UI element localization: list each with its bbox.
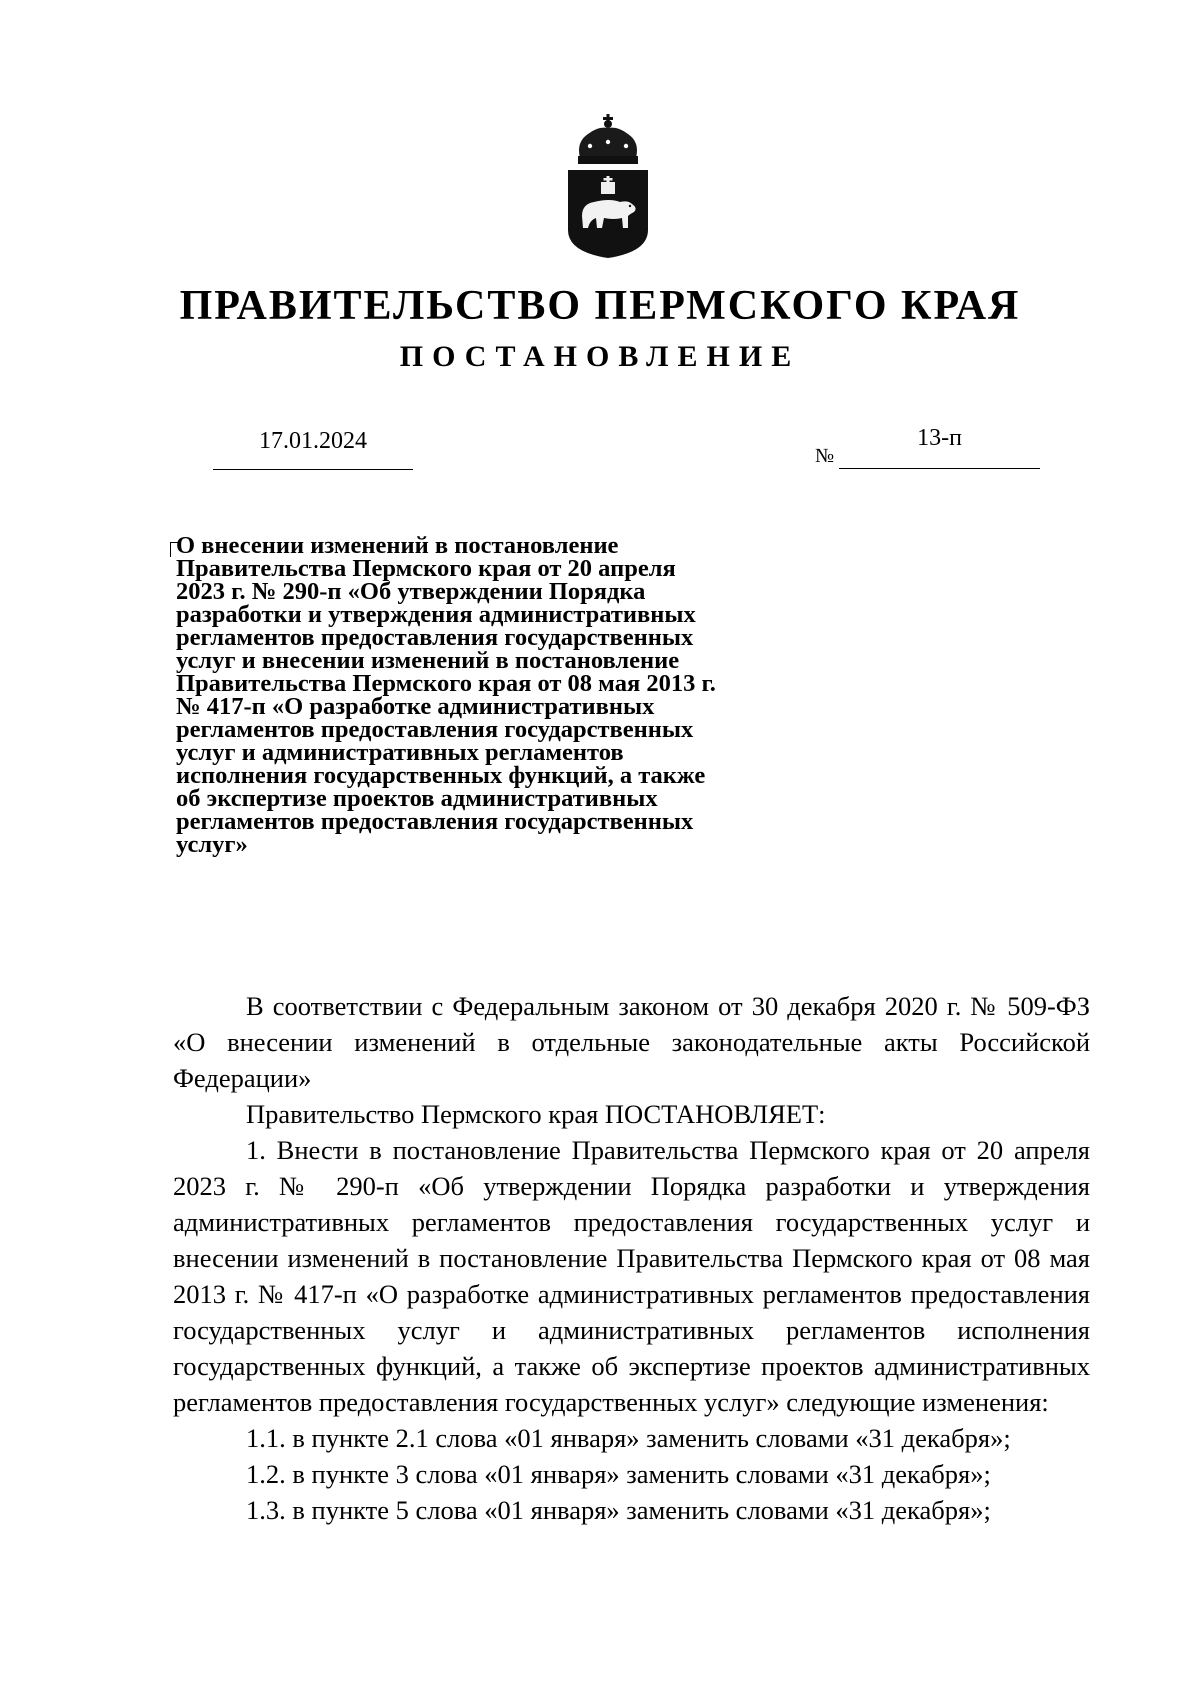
organization-title: ПРАВИТЕЛЬСТВО ПЕРМСКОГО КРАЯ: [179, 283, 1021, 329]
subject-line: услуг»: [176, 831, 248, 858]
resolves-paragraph: Правительство Пермского края ПОСТАНОВЛЯЕТ:: [246, 1099, 826, 1129]
document-body: [173, 988, 1090, 1528]
subject-line: исполнения государственных функций, а также: [176, 762, 706, 789]
number-underline: [839, 468, 1040, 469]
document-subject: [176, 534, 826, 856]
subject-line: Правительства Пермского края от 20 апреля: [176, 555, 676, 582]
number-sign: №: [815, 445, 835, 467]
subject-line: 2023 г. № 290-п «Об утверждении Порядка: [176, 578, 646, 605]
item-1-3-paragraph: 1.3. в пункте 5 слова «01 января» заменить словами «31 декабря»;: [246, 1495, 991, 1525]
document-date: 17.01.2024: [259, 428, 367, 454]
date-field: [213, 423, 413, 470]
perm-krai-coat-of-arms-icon: [560, 112, 656, 262]
document-type: ПОСТАНОВЛЕНИЕ: [399, 340, 801, 373]
subject-line: услуг и административных регламентов: [176, 739, 624, 766]
item-1-paragraph: 1. Внести в постановление Правительства Пермского края от 20 апреля 2023 г. № 290-п «Об утверждении Порядка разработки и утверждения административных регламентов предоставления государственных услуг и внесении изменений в постановление Правительства Пермского края от 08 мая 2013 г. № 417-п «О разработке административных регламентов предоставления государственных услуг и административных регламентов исполнения государственных функций, а также об экспертизе проектов административных регламентов предоставления государственных услуг» следующие изменения:: [173, 1135, 1090, 1417]
subject-line: регламентов предоставления государственных: [176, 716, 694, 743]
item-1-2-paragraph: 1.2. в пункте 3 слова «01 января» заменить словами «31 декабря»;: [246, 1459, 991, 1489]
subject-line: № 417-п «О разработке административных: [176, 693, 655, 720]
subject-line: услуг и внесении изменений в постановление: [176, 647, 680, 674]
subject-line: об экспертизе проектов административных: [176, 785, 658, 812]
item-1-1-paragraph: 1.1. в пункте 2.1 слова «01 января» заменить словами «31 декабря»;: [246, 1423, 1011, 1453]
subject-line: разработки и утверждения административных: [176, 601, 696, 628]
subject-line: регламентов предоставления государственных: [176, 808, 694, 835]
subject-line: Правительства Пермского края от 08 мая 2013 г.: [176, 670, 716, 697]
document-number: 13-п: [917, 425, 962, 451]
number-field: [815, 423, 1040, 469]
preamble-paragraph: В соответствии с Федеральным законом от 30 декабря 2020 г. № 509-ФЗ «О внесении изменений в отдельные законодательные акты Российской Федерации»: [173, 991, 1090, 1093]
subject-line: О внесении изменений в постановление: [176, 532, 619, 559]
subject-line: регламентов предоставления государственных: [176, 624, 694, 651]
